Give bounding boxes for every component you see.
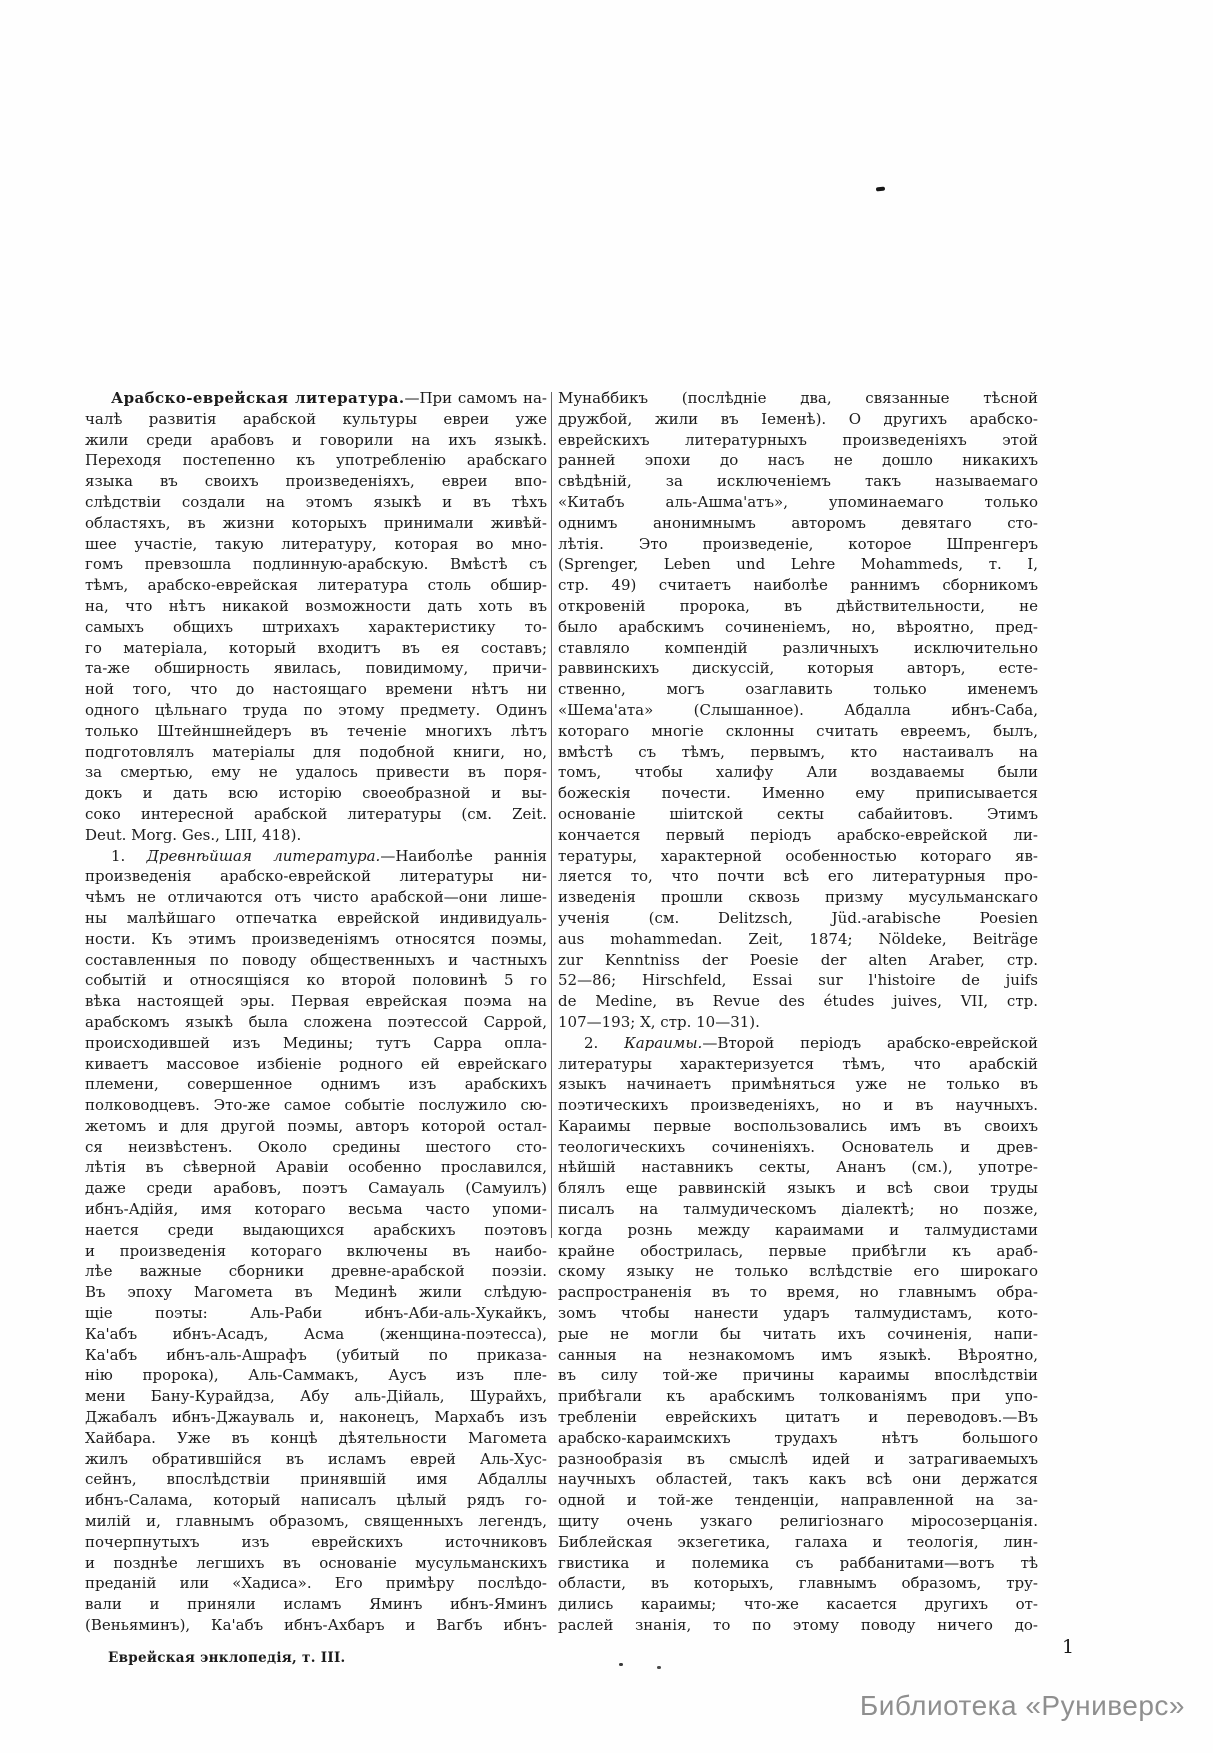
text-line: въ силу той-же причины караимы впослѣдствіи xyxy=(558,1366,1038,1385)
text-line: изведенія прошли сквозь призму мусульманскаго xyxy=(558,888,1038,907)
text-line: писалъ на талмудическомъ діалектѣ; но позже, xyxy=(558,1200,1038,1219)
left-text-column xyxy=(85,388,547,1636)
text-line: свѣдѣній, за исключеніемъ такъ называемаго xyxy=(558,472,1038,491)
text-line: нію пророка), Аль-Саммакъ, Аусъ изъ пле- xyxy=(85,1366,547,1385)
text-line: щиту очень узкаго религіознаго міросозерцанія. xyxy=(558,1512,1038,1531)
text-line: самыхъ общихъ штрихахъ характеристику то- xyxy=(85,617,547,636)
text-line: однимъ анонимнымъ авторомъ девятаго сто- xyxy=(558,513,1038,532)
text-line: вѣка настоящей эры. Первая еврейская поэма на xyxy=(85,992,547,1011)
text-line: племени, совершенное однимъ изъ арабскихъ xyxy=(85,1075,547,1094)
text-line: произведенія арабско-еврейской литературы ни- xyxy=(85,867,547,886)
text-line: зомъ чтобы нанести ударъ талмудистамъ, кото- xyxy=(558,1304,1038,1323)
column-divider-rule xyxy=(551,392,552,1238)
text-line: литературы характеризуется тѣмъ, что арабскій xyxy=(558,1054,1038,1073)
text-line: мени Бану-Курайдза, Абу аль-Дійаль, Шурайхъ, xyxy=(85,1387,547,1406)
text-line: Deut. Morg. Ges., LIII, 418). xyxy=(85,825,302,844)
text-line: тературы, характерной особенностью котораго яв- xyxy=(558,846,1038,865)
text-line: области, въ которыхъ, главнымъ образомъ, тру- xyxy=(558,1574,1038,1593)
text-line: прибѣгали къ арабскимъ толкованіямъ при упо- xyxy=(558,1387,1038,1406)
text-line: областяхъ, въ жизни которыхъ принимали живѣй- xyxy=(85,513,547,532)
text-line: докъ и дать всю исторію своеобразной и вы- xyxy=(85,784,547,803)
text-line: дружбой, жили въ Іеменѣ). О другихъ арабско- xyxy=(558,409,1038,428)
text-line: даже среди арабовъ, поэтъ Самауаль (Самуилъ) xyxy=(85,1179,547,1198)
text-line: рые не могли бы читать ихъ сочиненія, напи- xyxy=(558,1324,1038,1343)
text-line: лѣтія въ сѣверной Аравіи особенно прославился, xyxy=(85,1158,547,1177)
text-line: Переходя постепенно къ употребленію арабскаго xyxy=(85,451,547,470)
text-line: раввинскихъ дискуссій, которыя авторъ, есте- xyxy=(558,659,1038,678)
library-watermark: Библиотека «Руниверс» xyxy=(859,1690,1185,1721)
text-line: жили среди арабовъ и говорили на ихъ языкѣ. xyxy=(85,430,547,449)
text-line: откровеній пророка, въ дѣйствительности, не xyxy=(558,596,1038,615)
text-line: составленныя по поводу общественныхъ и частныхъ xyxy=(85,950,547,969)
text-line: языкъ начинаетъ примѣняться уже не только въ xyxy=(558,1075,1038,1094)
text-line: почерпнутыхъ изъ еврейскихъ источниковъ xyxy=(85,1532,547,1551)
text-line: преданій или «Хадиса». Его примѣру послѣдо- xyxy=(85,1574,547,1593)
text-line: киваетъ массовое избіеніе родного ей еврейскаго xyxy=(85,1054,547,1073)
text-line: крайне обострилась, первые прибѣгли къ араб- xyxy=(558,1241,1038,1260)
text-line: zur Kenntniss der Poesie der alten Araber, стр. xyxy=(558,950,1038,969)
text-line: ности. Къ этимъ произведеніямъ относятся поэмы, xyxy=(85,929,547,948)
text-line: одного цѣльнаго труда по этому предмету. Одинъ xyxy=(85,700,547,719)
text-line: нѣйшій наставникъ секты, Ананъ (см.), употре- xyxy=(558,1158,1038,1177)
text-line: подготовлялъ матеріалы для подобной книги, но, xyxy=(85,742,547,761)
page-number: 1 xyxy=(1062,1636,1075,1658)
text-line: раслей знанія, то по этому поводу ничего до- xyxy=(558,1616,1038,1635)
text-line: сейнъ, впослѣдствіи принявшій имя Абдаллы xyxy=(85,1470,547,1489)
text-line: научныхъ областей, такъ какъ всѣ они держатся xyxy=(558,1470,1038,1489)
text-line: скому языку не только вслѣдствіе его широкаго xyxy=(558,1262,1038,1281)
text-line: блялъ еще раввинскій языкъ и всѣ свои труды xyxy=(558,1179,1038,1198)
text-line: ственно, могъ озаглавить только именемъ xyxy=(558,680,1038,699)
volume-footer: Еврейская энклопедія, т. III. xyxy=(108,1650,346,1666)
text-line: и позднѣе легшихъ въ основаніе мусульманскихъ xyxy=(85,1553,547,1572)
text-line: соко интересной арабской литературы (см. Zeit. xyxy=(85,804,547,823)
text-line: Джабалъ ибнъ-Джауваль и, наконецъ, Мархабъ изъ xyxy=(85,1408,547,1427)
text-line: тѣмъ, арабско-еврейская литература столь обшир- xyxy=(85,576,547,595)
text-line: de Medine, въ Revue des études juives, VII, стр. xyxy=(558,992,1038,1011)
text-line: событій и относящіяся ко второй половинѣ 5 го xyxy=(85,971,547,990)
text-line: языка въ своихъ произведеніяхъ, евреи впо- xyxy=(85,472,547,491)
text-line: за смертью, ему не удалось привести въ поря- xyxy=(85,763,547,782)
text-line: Ка'абъ ибнъ-аль-Ашрафъ (убитый по приказа- xyxy=(85,1345,547,1364)
text-line: распространенія въ то время, но главнымъ обра- xyxy=(558,1283,1038,1302)
text-line: ставляло компендій различныхъ исключительно xyxy=(558,638,1038,657)
text-line: теологическихъ сочиненіяхъ. Основатель и древ- xyxy=(558,1137,1038,1156)
text-line: разнообразія въ смыслѣ идей и затрагиваемыхъ xyxy=(558,1449,1038,1468)
text-line: гомъ превзошла подлинную-арабскую. Вмѣстѣ съ xyxy=(85,555,547,574)
text-line: и произведенія котораго включены въ наибо- xyxy=(85,1241,547,1260)
text-line: Въ эпоху Магомета въ Мединѣ жили слѣдую- xyxy=(85,1283,547,1302)
text-line: 1. Древнѣйшая литература.—Наиболѣе раннія xyxy=(111,846,547,865)
text-line: чалѣ развитія арабской культуры евреи уже xyxy=(85,409,547,428)
text-line: щіе поэты: Аль-Раби ибнъ-Аби-аль-Хукайкъ, xyxy=(85,1304,547,1323)
text-line: Арабско-еврейская литература.—При самомъ на- xyxy=(111,389,547,407)
text-line: было арабскимъ сочиненіемъ, но, вѣроятно, пред- xyxy=(558,617,1038,636)
text-line: вали и приняли исламъ Яминъ ибнъ-Яминъ xyxy=(85,1595,547,1614)
text-line: кончается первый періодъ арабско-еврейской ли- xyxy=(558,825,1038,844)
text-line: божескія почести. Именно ему приписывается xyxy=(558,784,1038,803)
text-line: 107—193; X, стр. 10—31). xyxy=(558,1012,760,1031)
text-line: ной того, что до настоящаго времени нѣтъ ни xyxy=(85,680,547,699)
text-line: 2. Караимы.—Второй періодъ арабско-еврейской xyxy=(584,1033,1038,1052)
text-line: дились караимы; что-же касается другихъ от- xyxy=(558,1595,1038,1614)
text-line: только Штейншнейдеръ въ теченіе многихъ лѣтъ xyxy=(85,721,547,740)
text-line: ибнъ-Салама, который написалъ цѣлый рядъ го- xyxy=(85,1491,547,1510)
text-line: ранней эпохи до насъ не дошло никакихъ xyxy=(558,451,1038,470)
text-line: на, что нѣтъ никакой возможности дать хоть въ xyxy=(85,596,547,615)
text-line: ны малѣйшаго отпечатка еврейской индивидуаль- xyxy=(85,908,547,927)
text-line: 52—86; Hirschfeld, Essai sur l'histoire de juifs xyxy=(558,971,1038,990)
scan-artifact-dot xyxy=(619,1663,623,1666)
text-line: (Sprenger, Leben und Lehre Mohammeds, т. I, xyxy=(558,555,1038,574)
text-line: aus mohammedan. Zeit, 1874; Nöldeke, Beiträge xyxy=(558,929,1038,948)
text-line: Библейская экзегетика, галаха и теологія, лин- xyxy=(558,1532,1038,1551)
scan-artifact-dash xyxy=(876,187,885,192)
text-line: когда рознь между караимами и талмудистами xyxy=(558,1220,1038,1239)
text-line: шее участіе, такую литературу, которая во мно- xyxy=(85,534,547,553)
text-line: нается среди выдающихся арабскихъ поэтовъ xyxy=(85,1220,547,1239)
scan-artifact-dot xyxy=(657,1666,661,1669)
text-line: ученія (см. Delitzsch, Jüd.-arabische Poesien xyxy=(558,908,1038,927)
text-line: еврейскихъ литературныхъ произведеніяхъ этой xyxy=(558,430,1038,449)
text-line: стр. 49) считаетъ наиболѣе раннимъ сборникомъ xyxy=(558,576,1038,595)
text-line: поэтическихъ произведеніяхъ, но и въ научныхъ. xyxy=(558,1096,1038,1115)
text-line: ся неизвѣстенъ. Около средины шестого сто- xyxy=(85,1137,547,1156)
text-line: основаніе шіитской секты сабайитовъ. Этимъ xyxy=(558,804,1038,823)
text-line: томъ, чтобы халифу Али воздаваемы были xyxy=(558,763,1038,782)
text-line: Ка'абъ ибнъ-Асадъ, Асма (женщина-поэтесса), xyxy=(85,1324,547,1343)
text-line: гвистика и полемика съ раббанитами—вотъ тѣ xyxy=(558,1553,1038,1572)
text-line: «Китабъ аль-Ашма'атъ», упоминаемаго только xyxy=(558,492,1038,511)
text-line: «Шема'ата» (Слышанное). Абдалла ибнъ-Саба, xyxy=(558,700,1038,719)
text-line: арабско-караимскихъ трудахъ нѣтъ большого xyxy=(558,1428,1038,1447)
text-line: лѣтія. Это произведеніе, которое Шпренгеръ xyxy=(558,534,1038,553)
text-line: санныя на незнакомомъ имъ языкѣ. Вѣроятно, xyxy=(558,1345,1038,1364)
text-line: Хайбара. Уже въ концѣ дѣятельности Магомета xyxy=(85,1428,547,1447)
text-line: го матеріала, который входитъ въ ея составъ; xyxy=(85,638,547,657)
right-text-column xyxy=(558,388,1038,1636)
text-line: (Веньяминъ), Ка'абъ ибнъ-Ахбаръ и Вагбъ ибнъ- xyxy=(85,1616,547,1635)
text-line: требленіи еврейскихъ цитатъ и переводовъ.—Въ xyxy=(558,1408,1038,1427)
text-line: жилъ обратившійся въ исламъ еврей Аль-Хус- xyxy=(85,1449,547,1468)
text-line: жетомъ и для другой поэмы, авторъ которой остал- xyxy=(85,1116,547,1135)
text-line: котораго многіе склонны считать евреемъ, былъ, xyxy=(558,721,1038,740)
text-line: слѣдствіи создали на этомъ языкѣ и въ тѣхъ xyxy=(85,492,547,511)
text-line: ляется то, что почти всѣ его литературныя про- xyxy=(558,867,1038,886)
text-line: вмѣстѣ съ тѣмъ, первымъ, кто настаивалъ на xyxy=(558,742,1038,761)
text-line: Мунаббикъ (послѣдніе два, связанные тѣсной xyxy=(558,389,1038,407)
text-line: ибнъ-Адійя, имя котораго весьма часто упоми- xyxy=(85,1200,547,1219)
text-line: происходившей изъ Медины; тутъ Сарра опла- xyxy=(85,1033,547,1052)
text-line: одной и той-же тенденціи, направленной на за- xyxy=(558,1491,1038,1510)
text-line: чѣмъ не отличаются отъ чисто арабской—они лише- xyxy=(85,888,547,907)
text-line: арабскомъ языкѣ была сложена поэтессой Саррой, xyxy=(85,1012,547,1031)
text-line: лѣе важные сборники древне-арабской поэзіи. xyxy=(85,1262,547,1281)
text-line: Караимы первые воспользовались имъ въ своихъ xyxy=(558,1116,1038,1135)
text-line: милій и, главнымъ образомъ, священныхъ легендъ, xyxy=(85,1512,547,1531)
text-line: та-же обширность явилась, повидимому, причи- xyxy=(85,659,547,678)
text-line: полководцевъ. Это-же самое событіе послужило сю- xyxy=(85,1096,547,1115)
